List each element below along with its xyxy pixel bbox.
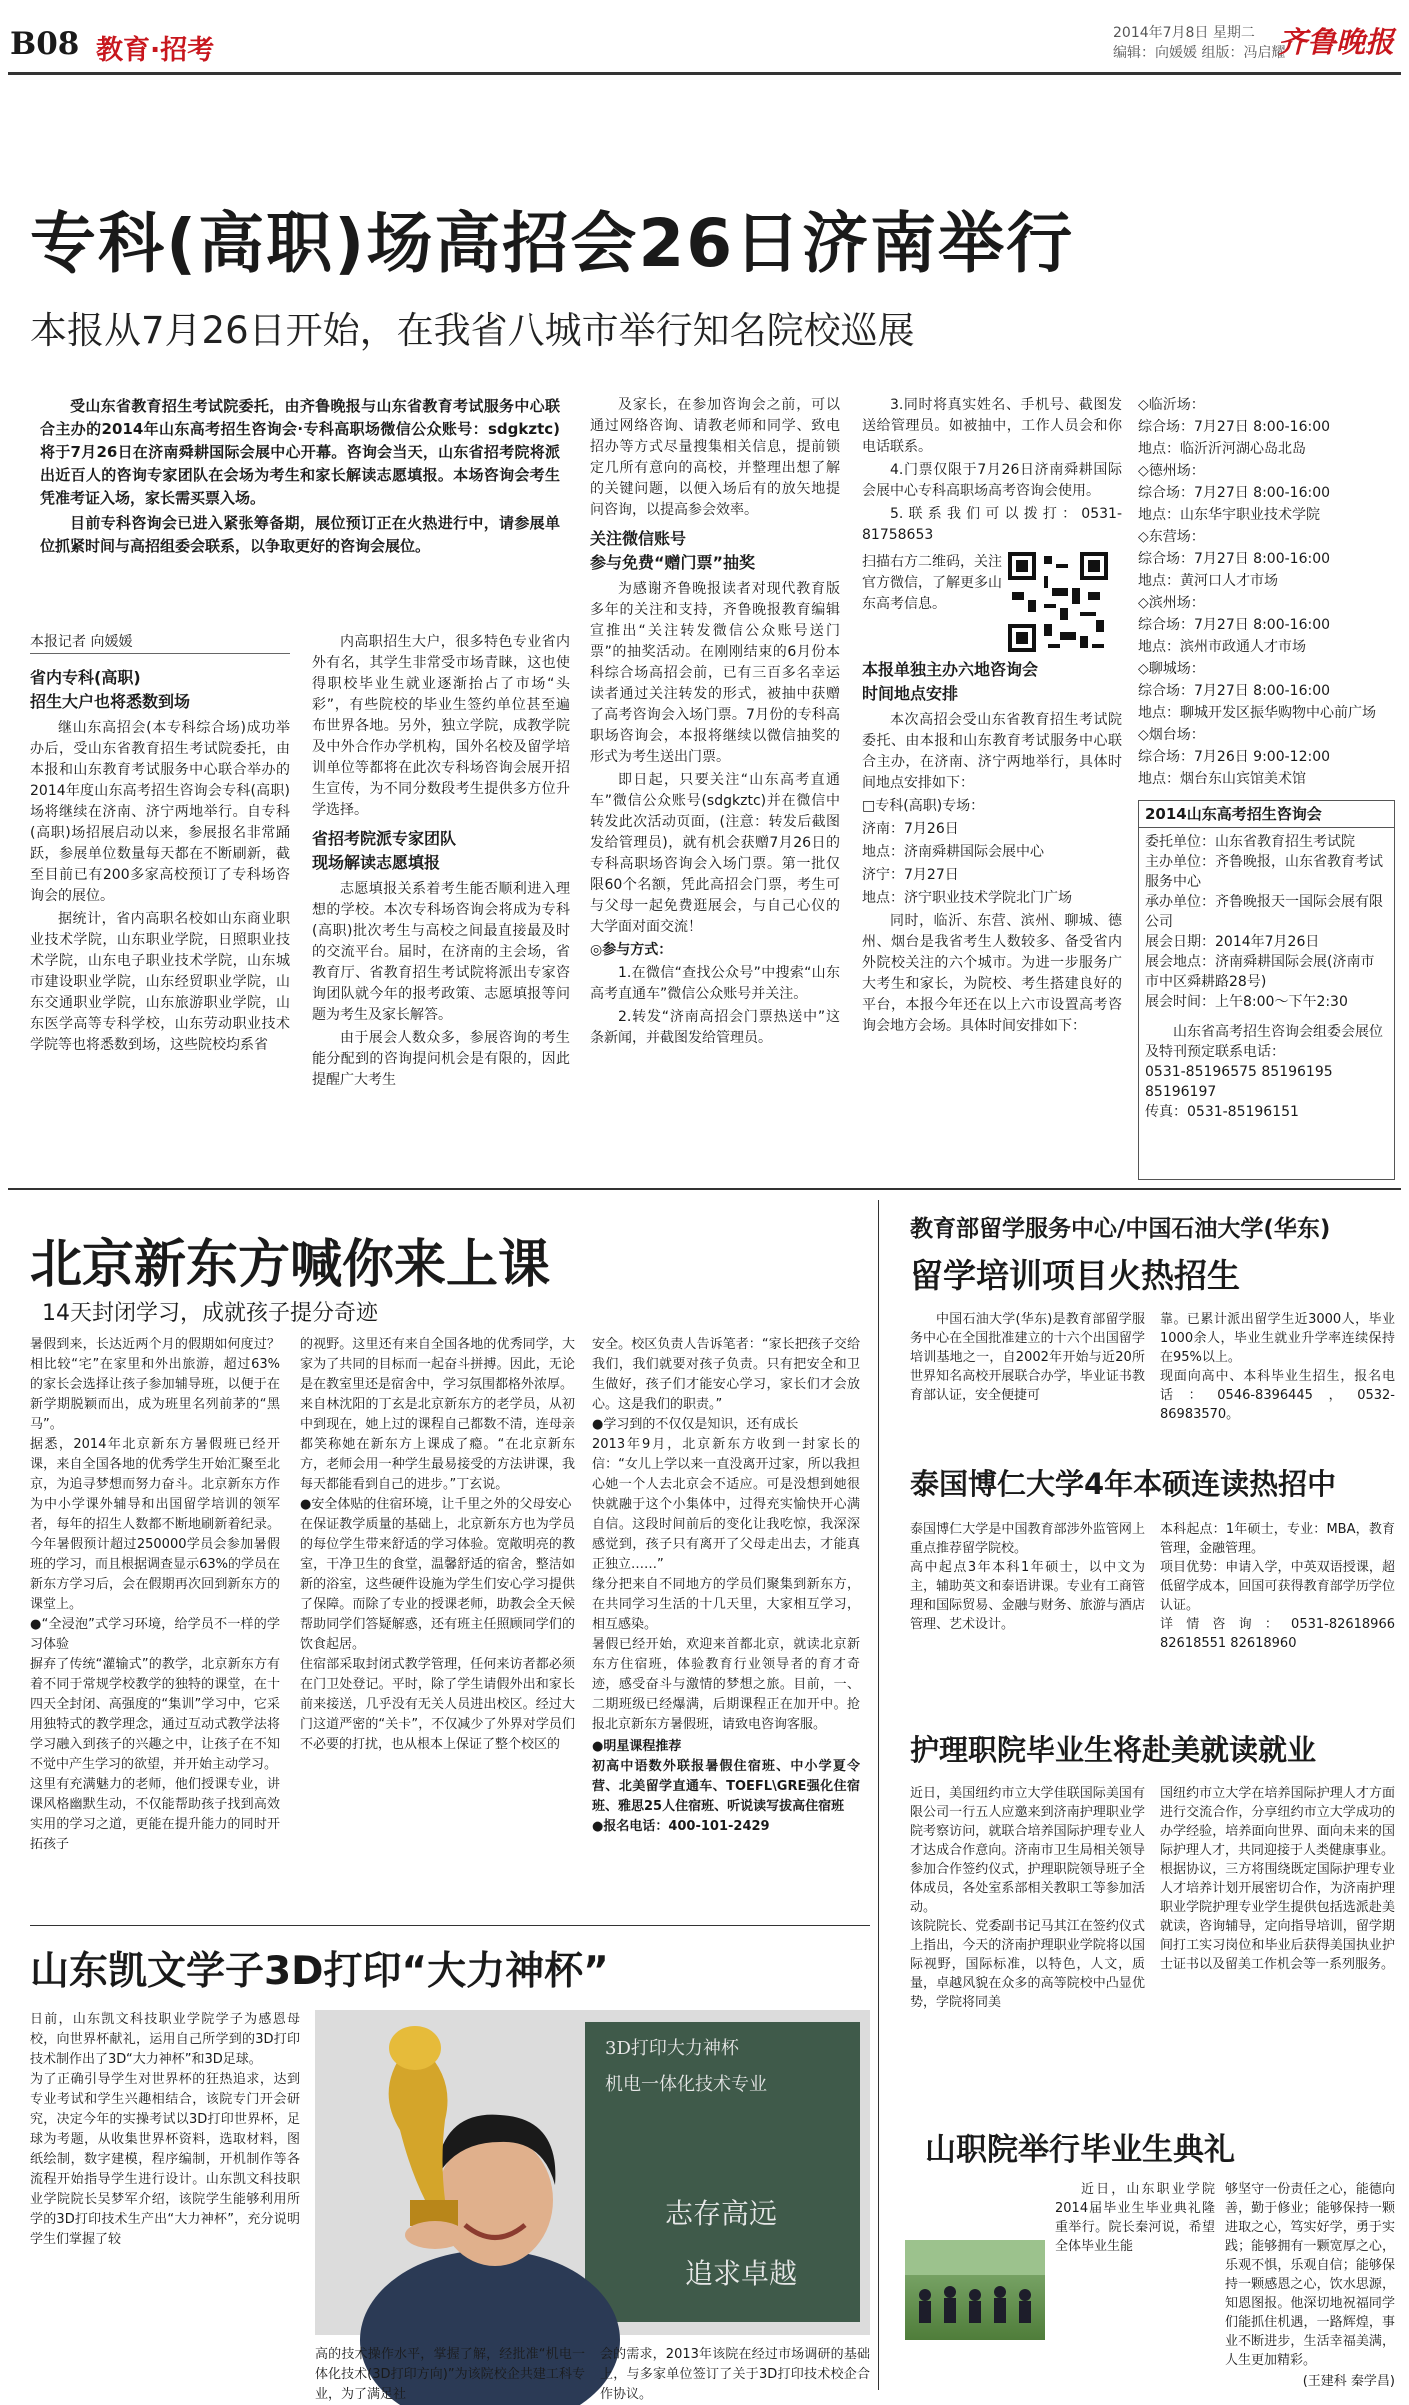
a2-course-list: 初高中语数外联报暑假住宿班、中小学夏令营、北美留学直通车、TOEFL\GRE强化住宿班、雅思25人住宿班、听说读写拔高住宿班 — [592, 1759, 860, 1814]
a1-box-4: 展会日期：2014年7月26日 — [1145, 934, 1320, 950]
a1-city-list — [1138, 395, 1393, 795]
a4-col-left: 泰国博仁大学是中国教育部涉外监管网上重点推荐留学院校。 高中起点3年本科1年硕士，以中文为主，辅助英文和泰语讲课。专业有工商管理和国际贸易、金融与财务、旅游与酒店管理、艺术设计。 — [910, 1522, 1145, 1632]
city-place: 地点：聊城开发区振华购物中心前广场 — [1138, 705, 1376, 721]
city-name: ◇德州场： — [1138, 463, 1205, 479]
a1-box-9: 传真：0531-85196151 — [1145, 1104, 1299, 1120]
city-time: 综合场：7月27日 8:00-16:00 — [1138, 551, 1331, 567]
a7-p-right: 够坚守一份责任之心，能德向善，勤于修业；能够保持一颗进取之心，笃实好学，勇于实践；能够拥有一颗宽厚之心，乐观不惧，乐观自信；能够保持一颗感恩之心，饮水思源，知恩图报。他深切地祝福同学们能抓住机遇，一路辉煌，事业不断进步，生活幸福美满，人生更加精彩。 — [1225, 2182, 1395, 2368]
board-line-2: 机电一体化技术专业 — [605, 2074, 767, 2095]
a1-box-5: 展会地点：济南舜耕国际会展(济南市市中区舜耕路28号) — [1145, 954, 1375, 990]
a4-headline: 泰国博仁大学4年本硕连读热招中 — [910, 1467, 1337, 1501]
a1-col2 — [312, 632, 570, 1182]
city-name: ◇烟台场： — [1138, 727, 1205, 743]
a3-col-right: 靠。已累计派出留学生近3000人，毕业1000余人，毕业生就业升学率连续保持在95%以上。 现面向高中、本科毕业生招生，报名电话：0546-8396445，0532-86983570。 — [1160, 1312, 1395, 1422]
a1-wechat-b: 参与免费“赠门票”抽奖 — [590, 553, 756, 572]
a1-city-聊城 — [1138, 659, 1393, 723]
city-place: 地点：烟台东山宾馆美术馆 — [1138, 771, 1306, 787]
a7-headline: 山职院举行毕业生典礼 — [925, 2132, 1235, 2168]
a7-p-left: 近日，山东职业学院2014届毕业生毕业典礼隆重举行。院长秦河说，希望全体毕业生能 — [1055, 2182, 1215, 2254]
a1-byline: 本报记者 向媛媛 — [30, 632, 290, 654]
a1-step-1: 1.在微信“查找公众号”中搜索“山东高考直通车”微信公众账号并关注。 — [590, 965, 840, 1002]
board-line-4: 追求卓越 — [685, 2257, 798, 2290]
a1-city-滨州 — [1138, 593, 1393, 657]
a1-box-6: 展会时间：上午8:00～下午2:30 — [1145, 994, 1348, 1010]
a1-col3 — [590, 395, 840, 1175]
a6-headline: 山东凯文学子3D打印“大力神杯” — [30, 1949, 609, 1994]
a1-t-3: 济宁：7月27日 — [862, 867, 959, 883]
graduation-photo — [905, 2240, 1045, 2340]
paper-logo: 齐鲁晚报 — [1278, 25, 1395, 59]
a7-col-right — [1225, 2180, 1395, 2389]
a1-p3: 内高职招生大户，很多特色专业省内外有名，其学生非常受市场青睐，这也使得职校毕业生就业逐渐抬占了市场“头彩”，有些院校的毕业生签约单位甚至遍布世界各地。另外，独立学院，成教学院及中外合作办学机构，国外名校及留学培训单位等都将在此次专科场咨询会展开招生宣传，为不同分数段考生提供多方位升学选择。 — [312, 634, 570, 818]
a1-t-1: 济南：7月26日 — [862, 821, 959, 837]
a6-p-mid: 高的技术操作水平，掌握了解，经批准“机电一体化技术(3D打印方向)”为该院校企共建工科专业，为了满足社 — [315, 2347, 585, 2402]
city-name: ◇临沂场： — [1138, 397, 1205, 413]
a1-qr-caption: 扫描右方二维码，关注官方微信，了解更多山东高考信息。 — [862, 554, 1002, 612]
a1-p7: 为感谢齐鲁晚报读者对现代教育版多年的关注和支持，齐鲁晚报教育编辑宣推出“关注转发微信公众账号送门票”的抽奖活动。在刚刚结束的6月份本科综合场高招会前，已有三百多名幸运读者通过关注转发的形式，被抽中获赠了高考咨询会入场门票。7月份的专科高职场咨询会，本报将继续以微信抽奖的形式为考生送出门票。 — [590, 581, 840, 765]
a1-wechat-a: 关注微信账号 — [590, 529, 687, 548]
a1-box-3: 承办单位：齐鲁晚报天一国际会展有限公司 — [1145, 894, 1383, 930]
city-time: 综合场：7月27日 8:00-16:00 — [1138, 485, 1331, 501]
student-photo — [315, 2010, 870, 2335]
a1-step-5: 5.联系我们可以拨打：0531-81758653 — [862, 506, 1122, 543]
city-place: 地点：临沂沂河湖心岛北岛 — [1138, 441, 1306, 457]
city-name: ◇东营场： — [1138, 529, 1205, 545]
a1-city-东营 — [1138, 527, 1393, 591]
a1-subhead: 本报从7月26日开始，在我省八城市举行知名院校巡展 — [30, 309, 915, 352]
city-name: ◇滨州场： — [1138, 595, 1205, 611]
a7-credit: (王建科 秦学昌) — [1302, 2374, 1395, 2389]
a1-headline: 专科(高职)场高招会26日济南举行 — [30, 205, 1075, 282]
column-divider — [878, 1200, 879, 2390]
a1-lead — [40, 395, 560, 560]
board-line-1: 3D打印大力神杯 — [605, 2038, 739, 2059]
a5-headline: 护理职院毕业生将赴美就读就业 — [910, 1733, 1317, 1767]
a1-t-4: 地点：济宁职业技术学院北门广场 — [862, 890, 1072, 906]
a2-course-heading: ●明星课程推荐 — [592, 1739, 682, 1754]
a1-col4 — [862, 395, 1122, 1175]
a1-p6: 及家长，在参加咨询会之前，可以通过网络咨询、请教老师和同学、致电招办等方式尽量搜集相关信息，提前锁定几所有意向的高校，并整理出想了解的关键问题，以便入场后有的放矢地提问咨询，以提高参会效率。 — [590, 397, 840, 518]
city-place: 地点：滨州市政通人才市场 — [1138, 639, 1306, 655]
a1-t-2: 地点：济南舜耕国际会展中心 — [862, 844, 1044, 860]
a1-p2: 据统计，省内高职名校如山东商业职业技术学院，山东职业学院，日照职业技术学院，山东电子职业技术学院，山东城市建设职业学院，山东经贸职业学院，山东交通职业学院，山东旅游职业学院，山东医学高等专科学校，山东劳动职业技术学院等也将悉数到场，这些院校均系省 — [30, 911, 290, 1053]
a1-box-8: 0531-85196575 85196195 85196197 — [1145, 1064, 1333, 1100]
a1-info-box — [1138, 800, 1395, 1180]
a1-col1 — [30, 632, 290, 1182]
a5-col-right: 国纽约市立大学在培养国际护理人才方面进行交流合作，分享纽约市立大学成功的办学经验，培养面向世界、面向未来的国际护理人才，共同迎接于人类健康事业。 根据协议，三方将围绕既定国际护理专业人才培养计划开展密切合作，为济南护理职业学院护理专业学生提供包括选派赴美就读，咨询辅导，定向指导培训，留学期间打工实习岗位和毕业后获得美国执业护士证书以及留美工作机会等一系列服务。 — [1160, 1786, 1395, 1972]
editors-credit: 编辑：向媛媛 组版：冯启耀 — [1113, 45, 1286, 61]
a4-col-right: 本科起点：1年硕士，专业：MBA，教育管理，金融管理。 项目优势：申请入学，中英双语授课，超低留学成本，回国可获得教育部学历学位认证。 详情咨询：0531-82618966 82618551 82618960 — [1160, 1522, 1395, 1651]
a6-col-mid — [315, 2345, 585, 2402]
a6-top-rule — [30, 1925, 870, 1926]
a1-box-title: 2014山东高考招生咨询会 — [1139, 801, 1394, 828]
a1-tour-a: 本报单独主办六地咨询会 — [862, 660, 1039, 679]
a5-col-left: 近日，美国纽约市立大学佳联国际美国有限公司一行五人应邀来到济南护理职业学院考察访问，就联合培养国际护理专业人才达成合作意向。济南市卫生局相关领导参加合作签约仪式，护理职院领导班子全体成员，各处室系部相关教职工等参加活动。 该院院长、党委副书记马其江在签约仪式上指出，今天的济南护理职业学院将以国际视野，国际标准，以特色，人文，质量，卓越风貌在众多的高等院校中凸显优势，学院将同美 — [910, 1786, 1145, 2010]
a1-box-1: 委托单位：山东省教育招生考试院 — [1145, 834, 1355, 850]
student-with-trophy — [315, 2010, 870, 2335]
a3-col-left — [910, 1310, 1145, 1460]
a2-col1: 暑假到来，长达近两个月的假期如何度过？相比较“宅”在家里和外出旅游，超过63%的家长会选择让孩子参加辅导班，以便于在新学期脱颖而出，成为班里名列前茅的“黑马”。 据悉，2014年北京新东方暑假班已经开课，来自全国各地的优秀学生开始汇聚至北京，为追寻梦想而努力奋斗。北京新东方作为中小学课外辅导和出国留学培训的领军者，每年的招生人数都不断地刷新着纪录。今年暑假预计超过250000学员会参加暑假班的学习，而且根据调查显示63%的学员在新东方学习后，会在假期再次回到新东方的课堂上。 ●“全浸泡”式学习环境，给学员不一样的学习体验 摒弃了传统“灌输式”的教学，北京新东方有着不同于常规学校教学的独特的课堂，在十四天全封闭、高强度的“集训”学习中，它采用独特式的教学理念，通过互动式教学法将学习融入到孩子的兴趣之中，让孩子在不知不觉中产生学习的欲望，并开始主动学习。 这里有充满魅力的老师，他们授课专业，讲课风格幽默生动，不仅能帮助孩子找到高效实用的学习之道，更能在提升能力的同时开拓孩子 — [30, 1337, 280, 1852]
a1-p1: 继山东高招会(本专科综合场)成功举办后，受山东省教育招生考试院委托，由本报和山东教育考试服务中心联合举办的2014年度山东高考招生咨询会专科(高职)场将继续在济南、济宁两地举行。自专科(高职)场招展启动以来，参展报名非常踊跃，参展单位数量每天都在不断刷新，截至目前已有200多家高校预订了专科场咨询会的展位。 — [30, 720, 290, 904]
a6-p-right: 会的需求，2013年该院在经过市场调研的基础上，与多家单位签订了关于3D打印技术校企合作协议。 — [600, 2347, 870, 2402]
a1-city-烟台 — [1138, 725, 1393, 789]
a2-col3-text: 安全。校区负责人告诉笔者：“家长把孩子交给我们，我们就要对孩子负责。只有把安全和卫生做好，孩子们才能安心学习，家长们才会放心。这是我们的职责。” ●学习到的不仅仅是知识，还有成长 2013年9月，北京新东方收到一封家长的信：“女儿上学以来一直没离开过家，所以我担心她一个人去北京会不适应。可是没想到她很快就融于这个小集体中，过得充实愉快开心满自信。这段时间前后的变化让我吃惊，我深深感觉到，孩子只有离开了父母走出去，才能真正独立……” 缘分把来自不同地方的学员们聚集到新东方，在共同学习生活的十几天里，大家相互学习，相互感染。 暑假已经开始，欢迎来首都北京，就读北京新东方住宿班，体验教育行业领导者的育才奇迹，感受奋斗与激情的梦想之旅。目前，一、二期班级已经爆满，后期课程正在加开中。抢报北京新东方暑假班，请致电咨询客服。 — [592, 1337, 860, 1732]
a1-step-4: 4.门票仅限于7月26日济南舜耕国际会展中心专科高职场高考咨询会使用。 — [862, 462, 1122, 499]
a3-kicker: 教育部留学服务中心/中国石油大学(华东) — [910, 1216, 1331, 1242]
city-place: 地点：黄河口人才市场 — [1138, 573, 1278, 589]
section-divider — [8, 1188, 1401, 1190]
a2-subhead: 14天封闭学习，成就孩子提分奇迹 — [42, 1301, 378, 1326]
a1-city-临沂 — [1138, 395, 1393, 459]
city-name: ◇聊城场： — [1138, 661, 1205, 677]
city-time: 综合场：7月27日 8:00-16:00 — [1138, 419, 1331, 435]
a1-sub1-b: 招生大户也将悉数到场 — [30, 692, 191, 711]
page-header — [8, 22, 1401, 72]
city-time: 综合场：7月26日 9:00-12:00 — [1138, 749, 1331, 765]
a1-p10: 同时，临沂、东营、滨州、聊城、德州、烟台是我省考生人数较多、备受省内外院校关注的六个城市。为进一步服务广大考生和家长，为院校、考生搭建良好的平台，本报今年还在以上六市设置高考咨询会地方会场。具体时间安排如下： — [862, 913, 1122, 1034]
header-rule — [8, 72, 1401, 75]
qr-code-icon — [1008, 552, 1108, 652]
a2-col3 — [592, 1335, 860, 1905]
a1-steps-heading: ◎参与方式： — [590, 942, 673, 958]
a1-t-head: □专科(高职)专场： — [862, 798, 985, 814]
board-line-3: 志存高远 — [665, 2197, 778, 2230]
a1-step-2: 2.转发“济南高招会门票热送中”这条新闻，并截图发给管理员。 — [590, 1009, 840, 1046]
a1-p9: 本次高招会受山东省教育招生考试院委托、由本报和山东教育考试服务中心联合主办，在济南、济宁两地举行，具体时间地点安排如下： — [862, 712, 1122, 791]
page-number: B08 — [10, 26, 80, 62]
city-time: 综合场：7月27日 8:00-16:00 — [1138, 683, 1331, 699]
a1-step-3: 3.同时将真实姓名、手机号、截图发送给管理员。如被抽中，工作人员会和你电话联系。 — [862, 397, 1122, 455]
city-time: 综合场：7月27日 8:00-16:00 — [1138, 617, 1331, 633]
a2-headline: 北京新东方喊你来上课 — [30, 1235, 551, 1295]
graduation-photo-figure — [905, 2240, 1045, 2340]
a2-col2: 的视野。这里还有来自全国各地的优秀同学，大家为了共同的目标而一起奋斗拼搏。因此，无论是在教室里还是宿舍中，学习氛围都格外浓厚。 来自林沈阳的丁玄是北京新东方的老学员，从初中到现在，她上过的课程自己都数不清，连母亲都笑称她在新东方上课成了瘾。“在北京新东方，老师会用一种学生最易接受的方法讲课，我每天都能看到自己的进步。”丁玄说。 ●安全体贴的住宿环境，让千里之外的父母安心 在保证教学质量的基础上，北京新东方也为学员的每位学生带来舒适的学习体验。宽敞明亮的教室，干净卫生的食堂，温馨舒适的宿舍，整洁如新的浴室，这些硬件设施为学生们安心学习提供了保障。而除了专业的授课老师，助教会全天候帮助同学们答疑解惑，还有班主任照顾同学们的饮食起居。 住宿部采取封闭式教学管理，任何来访者都必须在门卫处登记。平时，除了学生请假外出和家长前来接送，几乎没有无关人员进出校区。经过大门这道严密的“关卡”，不仅减少了外界对学员们不必要的打扰，也从根本上保证了整个校区的 — [300, 1337, 575, 1752]
a2-phone: ●报名电话：400-101-2429 — [592, 1819, 770, 1834]
a1-p8: 即日起，只要关注“山东高考直通车”微信公众账号(sdgkztc)并在微信中转发此次活动页面，(注意：转发后截图发给管理员)，就有机会获赠7月26日的专科高职场咨询会入场门票。第一批仅限60个名额，凭此高招会门票，考生可与父母一起免费逛展会，与自己心仪的大学面对面交流！ — [590, 772, 840, 935]
a1-box-2: 主办单位：齐鲁晚报，山东省教育考试服务中心 — [1145, 854, 1383, 890]
a1-tour-b: 时间地点安排 — [862, 684, 959, 703]
city-place: 地点：山东华宇职业技术学院 — [1138, 507, 1320, 523]
a1-sub1-a: 省内专科(高职) — [30, 668, 141, 687]
a1-box-7: 山东省高考招生咨询会组委会展位及特刊预定联系电话： — [1145, 1024, 1383, 1060]
a1-p5: 由于展会人数众多，参展咨询的考生能分配到的咨询提问机会是有限的，因此提醒广大考生 — [312, 1030, 570, 1088]
a7-col-left — [1055, 2180, 1215, 2320]
a6-col-right — [600, 2345, 870, 2402]
a1-city-德州 — [1138, 461, 1393, 525]
section-name: 教育·招考 — [96, 35, 215, 66]
a6-col-left: 日前，山东凯文科技职业学院学子为感恩母校，向世界杯献礼，运用自己所学到的3D打印技术制作出了3D“大力神杯”和3D足球。 为了正确引导学生对世界杯的狂热追求，达到专业考试和学生兴趣相结合，该院专门开会研究，决定今年的实操考试以3D打印世界杯，足球为考题，从收集世界杯资料，选取材料，图纸绘制，数字建模，程序编制，开机制作等各流程开始指导学生进行设计。山东凯文科技职业学院院长吴梦军介绍，该院学生能够利用所学的3D打印技术生产出“大力神杯”，充分说明学生们掌握了较 — [30, 2012, 300, 2247]
a1-p4: 志愿填报关系着考生能否顺利进入理想的学校。本次专科场咨询会将成为专科(高职)批次考生与高校之间最直接最及时的交流平台。届时，在济南的主会场，省教育厅、省教育招生考试院将派出专家咨询团队就今年的报考政策、志愿填报等问题为考生及家长解答。 — [312, 881, 570, 1023]
a1-sub2-a: 省招考院派专家团队 — [312, 829, 457, 848]
a1-lead-p2: 目前专科咨询会已进入紧张筹备期，展位预订正在火热进行中，请参展单位抓紧时间与高招组委会联系，以争取更好的咨询会展位。 — [40, 514, 560, 555]
a3-p-left: 中国石油大学(华东)是教育部留学服务中心在全国批准建立的十六个出国留学培训基地之一，自2002年开始与近20所世界知名高校开展联合办学，毕业证书教育部认证，安全便捷可 — [910, 1312, 1145, 1403]
issue-date: 2014年7月8日 星期二 — [1113, 25, 1255, 41]
a1-lead-p1: 受山东省教育招生考试院委托，由齐鲁晚报与山东省教育考试服务中心联合主办的2014年山东高考招生咨询会·专科高职场微信公众账号：sdgkztc)将于7月26日在济南舜耕国际会展中心开幕。咨询会当天，山东省招考院将派出近百人的咨询专家团队在会场为考生和家长解读志愿填报。本场咨询会考生凭准考证入场，家长需买票入场。 — [40, 397, 560, 507]
a1-sub2-b: 现场解读志愿填报 — [312, 853, 441, 872]
a3-headline: 留学培训项目火热招生 — [910, 1256, 1240, 1295]
